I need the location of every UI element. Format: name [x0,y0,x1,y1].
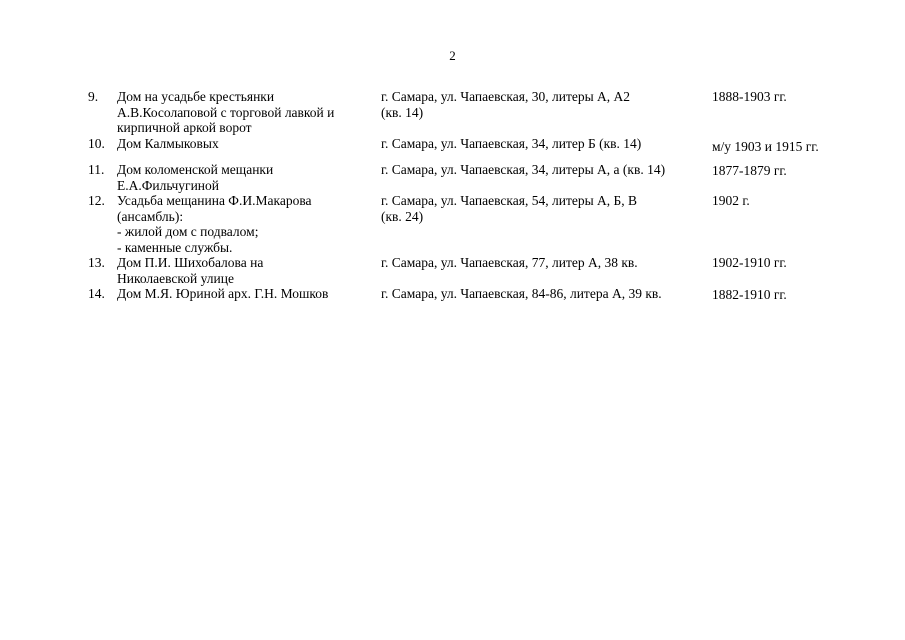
object-address: г. Самара, ул. Чапаевская, 77, литер А, 38 кв. [381,255,638,270]
object-address: г. Самара, ул. Чапаевская, 30, литеры А, А2 (кв. 14) [381,89,631,120]
object-address: г. Самара, ул. Чапаевская, 34, литер Б (кв. 14) [381,136,642,151]
object-address: г. Самара, ул. Чапаевская, 54, литеры А, Б, В (кв. 24) [381,193,638,224]
table-row [0,162,905,193]
table-row [0,89,905,136]
object-address: г. Самара, ул. Чапаевская, 84-86, литера А, 39 кв. [381,286,662,301]
row-number: 12. [88,193,105,208]
object-name: Дом коломенской мещанки Е.А.Фильчугиной [117,162,274,193]
object-date: 1888-1903 гг. [712,89,787,104]
object-name: Дом Калмыковых [117,136,219,151]
object-name: Дом П.И. Шихобалова на Николаевской улице [117,255,264,286]
object-date: м/у 1903 и 1915 гг. [712,139,819,154]
object-name: Дом М.Я. Юриной арх. Г.Н. Мошков [117,286,329,301]
table-row [0,286,905,304]
object-address: г. Самара, ул. Чапаевская, 34, литеры А, а (кв. 14) [381,162,666,177]
table-row [0,193,905,255]
object-date: 1902 г. [712,193,750,208]
row-number: 14. [88,286,105,301]
object-date: 1882-1910 гг. [712,287,787,302]
object-date: 1877-1879 гг. [712,163,787,178]
object-name: Дом на усадьбе крестьянки А.В.Косолаповой с торговой лавкой и кирпичной аркой ворот [117,89,335,135]
monuments-table [0,89,905,304]
row-number: 9. [88,89,99,104]
table-row [0,136,905,162]
row-number: 10. [88,136,105,151]
row-number: 11. [88,162,105,177]
object-date: 1902-1910 гг. [712,255,787,270]
page-number: 2 [449,48,456,63]
row-number: 13. [88,255,105,270]
object-name: Усадьба мещанина Ф.И.Макарова (ансамбль): - жилой дом с подвалом; - каменные службы. [117,193,312,255]
table-row [0,255,905,286]
